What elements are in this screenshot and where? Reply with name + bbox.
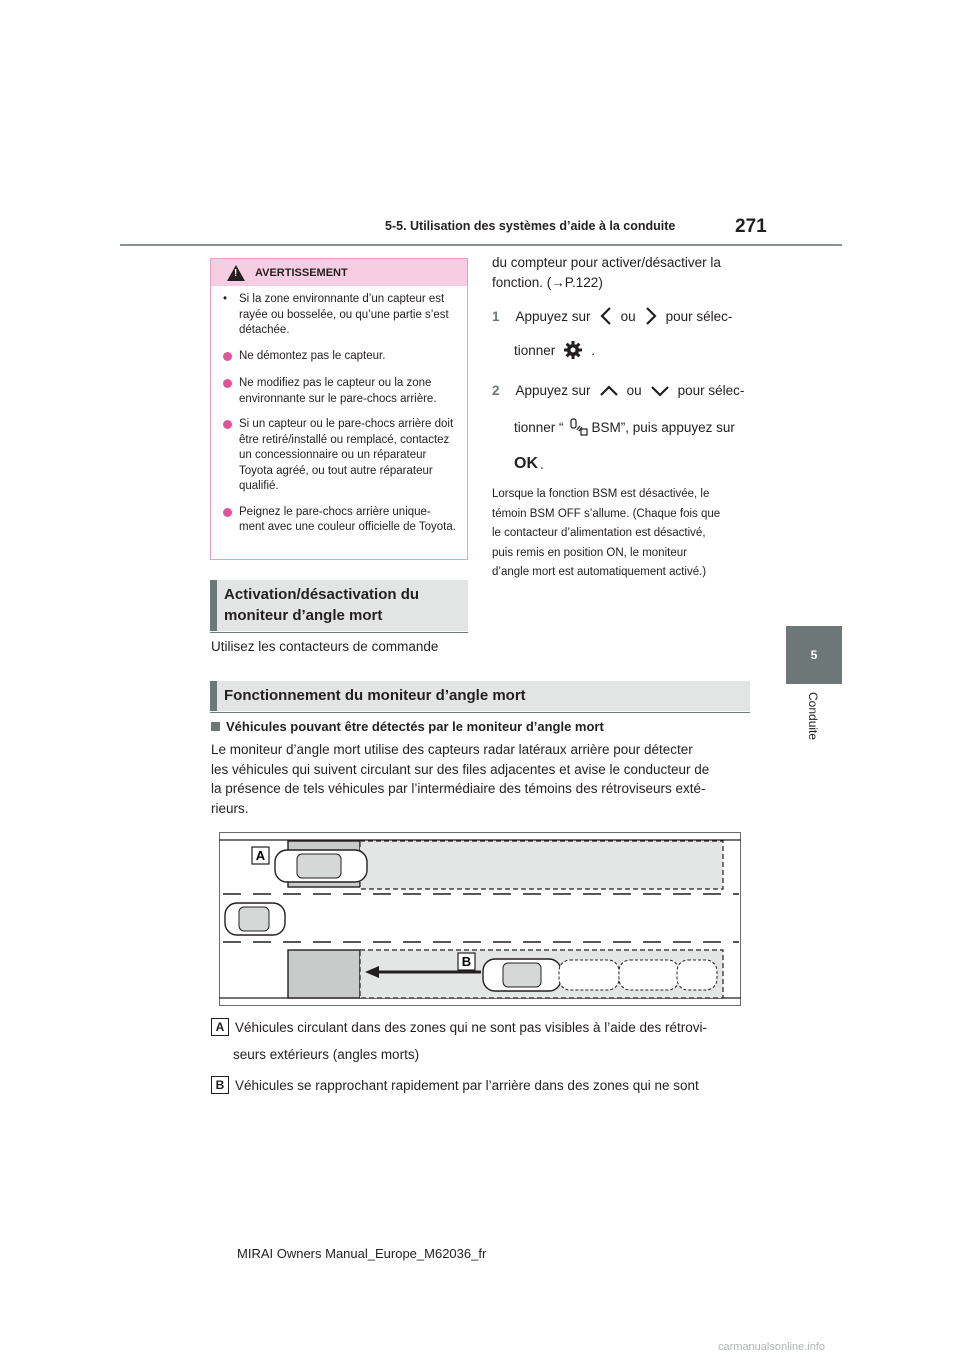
chevron-left-icon [599, 306, 613, 326]
warning-box [210, 258, 468, 560]
activation-intro: Utilisez les contacteurs de commande [211, 639, 439, 654]
note-line: d’angle mort est automatiquement activé.) [492, 566, 707, 578]
chevron-down-icon [650, 384, 670, 398]
step-text: tionner [514, 342, 556, 358]
car-top-lane [275, 850, 367, 882]
step-1-cont [514, 340, 595, 360]
bullet-marker: • [223, 293, 228, 305]
chevron-up-icon [599, 384, 619, 398]
blind-spot-diagram [219, 832, 741, 1006]
step-number: 2 [492, 383, 500, 398]
warning-triangle-icon [227, 265, 245, 281]
step-1 [492, 306, 732, 326]
note-line: le contacteur d’alimentation est désactivé, [492, 527, 706, 539]
chevron-right-icon [644, 306, 658, 326]
subheading-text: Véhicules pouvant être détectés par le moniteur d’angle mort [226, 719, 604, 734]
subheading [211, 719, 604, 734]
note-line: puis remis en position ON, le moniteur [492, 546, 687, 559]
note-line: Lorsque la fonction BSM est désactivée, le [492, 488, 710, 500]
warning-item-text: Ne modifiez pas le capteur ou la zone environnante sur le pare-chocs arrière. [239, 377, 437, 405]
car-approaching [483, 959, 717, 991]
body-line: la présence de tels véhicules par l’intermédiaire des témoins des rétroviseurs exté- [211, 781, 706, 796]
warning-item-text: Si la zone environnante d’un capteur est rayée ou bosselée, ou qu’une partie s’est détachée. [239, 293, 449, 336]
car-host [225, 903, 285, 935]
chapter-tab-label: Conduite [806, 692, 820, 741]
warning-item-text: Si un capteur ou le pare-chocs arrière doit être retiré/installé ou remplacé, contactez un concessionnaire ou un réparateur Toyota agréé, ou tout autre réparateur qualifié. [239, 418, 454, 492]
page-number: 271 [735, 216, 767, 237]
body-line: rieurs. [211, 800, 249, 816]
continued-text: fonction. (→P.122) [492, 275, 603, 290]
step-text: BSM”, puis appuyez sur [591, 419, 735, 435]
step-text: . [591, 342, 596, 358]
warning-item [223, 292, 457, 339]
section-heading-activation [210, 580, 468, 631]
step-text: Appuyez sur [515, 383, 591, 398]
legend-a-cont: seurs extérieurs (angles morts) [233, 1047, 420, 1062]
continued-text: du compteur pour activer/désactiver la [492, 255, 721, 270]
legend-text: Véhicules circulant dans des zones qui ne sont pas visibles à l’aide des rétrovi- [235, 1020, 708, 1035]
warning-header [211, 259, 467, 286]
legend-text: Véhicules se rapprochant rapidement par l’arrière dans des zones qui ne sont [235, 1078, 699, 1093]
chapter-tab: 5 [786, 626, 842, 684]
section-title-line: moniteur d’angle mort [224, 607, 383, 624]
bullet-dot-icon [223, 508, 232, 517]
legend-label-a: A [211, 1018, 229, 1036]
body-line: les véhicules qui suivent circulant sur des files adjacentes et avise le conducteur de [211, 761, 710, 777]
legend-a [211, 1018, 707, 1038]
warning-item [223, 376, 457, 407]
header-rule [120, 244, 842, 246]
note-line: témoin BSM OFF s’allume. (Chaque fois que [492, 507, 721, 520]
watermark: carmanualsonline.info [718, 1341, 826, 1353]
diagram-label-b: B [461, 954, 472, 969]
section-title-line: Activation/désactivation du [224, 586, 420, 603]
section-header: 5-5. Utilisation des systèmes d’aide à la conduite [385, 219, 676, 233]
warning-item [223, 349, 457, 367]
step-text: ou [626, 383, 642, 398]
section-heading-operation: Fonctionnement du moniteur d’angle mort [210, 681, 750, 711]
step-2-ok [514, 455, 544, 473]
warning-title: AVERTISSEMENT [255, 266, 348, 279]
step-text: Appuyez sur [515, 308, 591, 324]
square-bullet-icon [211, 722, 220, 731]
footer-text: MIRAI Owners Manual_Europe_M62036_fr [237, 1246, 487, 1261]
warning-item [223, 505, 457, 536]
step-text: . [540, 456, 544, 472]
ok-button-symbol: OK [514, 455, 538, 472]
body-paragraph [211, 740, 709, 818]
step-2-cont [514, 418, 735, 436]
body-line: Le moniteur d’angle mort utilise des capteurs radar latéraux arrière pour détecter [211, 742, 693, 757]
gear-icon [563, 340, 583, 360]
warning-item-text: Ne démontez pas le capteur. [239, 349, 386, 362]
bullet-dot-icon [223, 379, 232, 388]
step-2 [492, 383, 744, 398]
bullet-dot-icon [223, 420, 232, 429]
legend-label-b: B [211, 1076, 229, 1094]
step-text: tionner “ [514, 419, 564, 435]
step-text: ou [620, 308, 636, 324]
bsm-icon [568, 418, 588, 436]
note-text [492, 485, 720, 583]
bullet-dot-icon [223, 352, 232, 361]
diagram-label-a: A [255, 848, 266, 863]
warning-body [211, 286, 467, 536]
legend-b [211, 1076, 699, 1096]
step-number: 1 [492, 308, 500, 324]
warning-item [223, 417, 457, 495]
warning-item-text: Peignez le pare-chocs arrière unique- ment avec une couleur officielle de Toyota. [239, 505, 456, 533]
step-text: pour sélec- [677, 383, 745, 398]
step-text: pour sélec- [665, 308, 733, 324]
